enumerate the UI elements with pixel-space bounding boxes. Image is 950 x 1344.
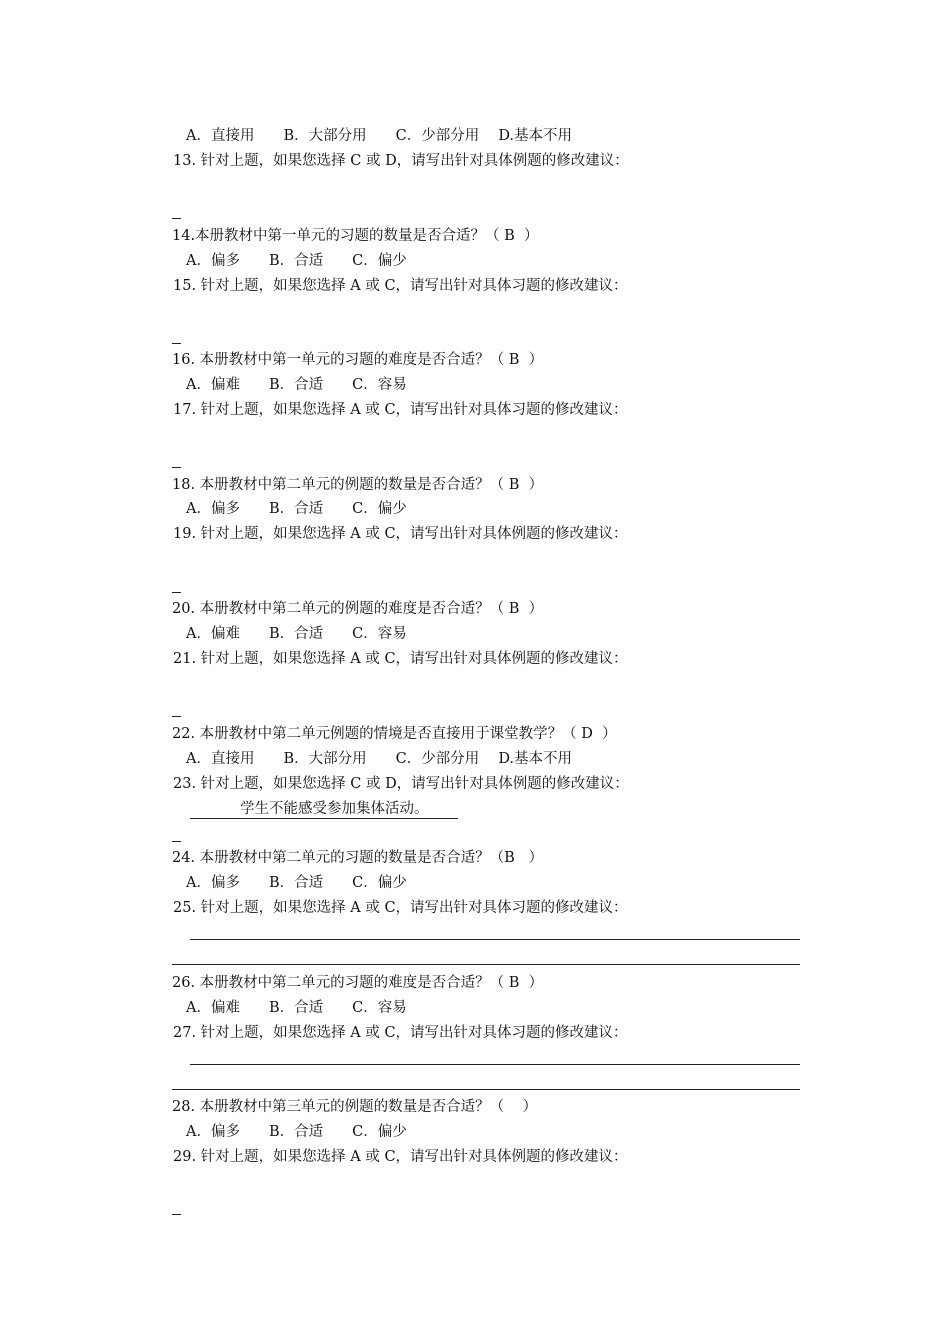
answer-blank-17[interactable] bbox=[172, 467, 181, 468]
q17-prompt: 17. 针对上题，如果您选择 A 或 C，请写出针对具体习题的修改建议： bbox=[173, 402, 628, 418]
answer-blank-19[interactable] bbox=[172, 592, 181, 593]
q24-options: A．偏多 B．合适 C．偏少 bbox=[186, 875, 407, 891]
q27-prompt: 27. 针对上题，如果您选择 A 或 C，请写出针对具体习题的修改建议： bbox=[173, 1025, 628, 1041]
q23-answer-underline bbox=[190, 818, 458, 819]
q23-prompt: 23. 针对上题，如果您选择 C 或 D，请写出针对具体例题的修改建议： bbox=[173, 776, 629, 792]
answer-line-25a[interactable] bbox=[190, 939, 800, 940]
q15-prompt: 15. 针对上题，如果您选择 A 或 C，请写出针对具体习题的修改建议： bbox=[173, 278, 628, 294]
answer-line-25b[interactable] bbox=[172, 964, 800, 965]
answer-line-27b[interactable] bbox=[172, 1089, 800, 1090]
answer-blank-13[interactable] bbox=[172, 218, 181, 219]
q22-question: 22. 本册教材中第二单元例题的情境是否直接用于课堂教学？（ D ） bbox=[172, 726, 617, 742]
q28-options: A．偏多 B．合适 C．偏少 bbox=[186, 1124, 407, 1140]
q24-question: 24. 本册教材中第二单元的习题的数量是否合适？（B ） bbox=[172, 850, 544, 866]
q16-options: A．偏难 B．合适 C．容易 bbox=[186, 377, 407, 393]
q19-prompt: 19. 针对上题，如果您选择 A 或 C，请写出针对具体例题的修改建议： bbox=[173, 526, 628, 542]
answer-blank-21[interactable] bbox=[172, 716, 181, 717]
q21-prompt: 21. 针对上题，如果您选择 A 或 C，请写出针对具体例题的修改建议： bbox=[173, 651, 628, 667]
q29-prompt: 29. 针对上题，如果您选择 A 或 C，请写出针对具体例题的修改建议： bbox=[173, 1149, 628, 1165]
q13-prompt: 13. 针对上题，如果您选择 C 或 D，请写出针对具体例题的修改建议： bbox=[173, 153, 629, 169]
q14-options: A．偏多 B．合适 C．偏少 bbox=[186, 253, 407, 269]
q26-question: 26. 本册教材中第二单元的习题的难度是否合适？（ B ） bbox=[172, 975, 544, 991]
q22-options: A．直接用 B．大部分用 C．少部分用 D.基本不用 bbox=[186, 751, 573, 767]
answer-blank-15[interactable] bbox=[172, 343, 181, 344]
answer-line-27a[interactable] bbox=[190, 1064, 800, 1065]
q12-options: A．直接用 B．大部分用 C．少部分用 D.基本不用 bbox=[186, 128, 573, 144]
q18-question: 18. 本册教材中第二单元的例题的数量是否合适？（ B ） bbox=[172, 477, 544, 493]
q20-question: 20. 本册教材中第二单元的例题的难度是否合适？（ B ） bbox=[172, 601, 544, 617]
answer-blank-29[interactable] bbox=[172, 1214, 181, 1215]
q25-prompt: 25. 针对上题，如果您选择 A 或 C，请写出针对具体习题的修改建议： bbox=[173, 900, 628, 916]
q14-question: 14.本册教材中第一单元的习题的数量是否合适？（ B ） bbox=[172, 228, 539, 244]
q23-answer: 学生不能感受参加集体活动。 bbox=[240, 801, 429, 817]
q28-question: 28. 本册教材中第三单元的例题的数量是否合适？（ ） bbox=[172, 1099, 538, 1115]
q18-options: A．偏多 B．合适 C．偏少 bbox=[186, 501, 407, 517]
q16-question: 16. 本册教材中第一单元的习题的难度是否合适？（ B ） bbox=[172, 352, 544, 368]
answer-blank-23[interactable] bbox=[172, 841, 181, 842]
q20-options: A．偏难 B．合适 C．容易 bbox=[186, 626, 407, 642]
q26-options: A．偏难 B．合适 C．容易 bbox=[186, 1000, 407, 1016]
